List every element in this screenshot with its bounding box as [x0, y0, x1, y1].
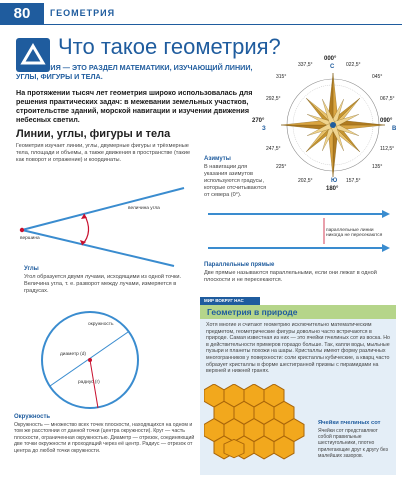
angle-text: Угол образуется двумя лучами, исходящими из одной точки. Величина угла, т. е. разворот между лучами, измеряется в градусах.	[24, 274, 182, 294]
compass-315: 315°	[276, 74, 287, 80]
radius-label: радиус (r)	[78, 380, 100, 385]
compass-202: 202,5°	[298, 178, 313, 184]
honeycomb-illustration	[204, 384, 308, 472]
parallel-label: параллельные линии никогда не пересекаются	[326, 228, 383, 238]
diameter-label: диаметр (d)	[60, 352, 87, 357]
section-title: ГЕОМЕТРИЯ	[50, 8, 116, 18]
page-subtitle: ГЕОМЕТРИЯ — ЭТО РАЗДЕЛ МАТЕМАТИКИ, ИЗУЧАЮЩИЙ ЛИНИИ, УГЛЫ, ФИГУРЫ И ТЕЛА.	[16, 63, 253, 81]
header-rule	[44, 24, 402, 25]
nature-title: Геометрия в природе	[207, 307, 298, 317]
parallel-text: Две прямые называются параллельными, если они лежат в одной плоскости и не пересекаются.	[204, 270, 377, 283]
azimuth-text: В навигации для указания азимутов используются градусы, которые отсчитываются от севера (0°).	[204, 164, 267, 198]
lines-heading: Линии, углы, фигуры и тела	[16, 128, 171, 140]
angle-diagram	[14, 180, 194, 270]
page-title: Что такое геометрия?	[58, 34, 281, 59]
circumference-label: окружность	[88, 322, 114, 327]
compass-225: 225°	[276, 164, 287, 170]
nature-tag: МИР ВОКРУГ НАС	[200, 297, 260, 305]
compass-067: 067,5°	[380, 96, 395, 102]
compass-247: 247,5°	[266, 146, 281, 152]
compass-s: Ю	[331, 178, 338, 184]
angle-caption: Углы	[24, 266, 39, 272]
lines-text: Геометрия изучает линии, углы, двумерные фигуры и трёхмерные тела, площади и объемы, а также движения в пространстве (такие как поворот и отражение) и координаты.	[16, 143, 191, 163]
azimuth-caption: Азимуты	[204, 156, 231, 162]
compass-337: 337,5°	[298, 62, 313, 68]
vertex-label: вершина	[20, 236, 40, 241]
honey-caption: Ячейки пчелиных сот	[318, 420, 381, 426]
circle-text: Окружность — множество всех точек плоскости, находящихся на одном и том же расстоянии от данной точки (центра окружности). Круг — часть плоскости, ограниченная окружностью. Диаметр — отрезок, соединяющий две точки окружности и проходящий через её центр. Радиус — отрезок от центра до любой точки окружности.	[14, 422, 195, 454]
compass-e: В	[392, 126, 397, 132]
compass-022: 022,5°	[346, 62, 361, 68]
page-number: 80	[0, 3, 44, 25]
compass-157: 157,5°	[346, 178, 361, 184]
compass-right-label: 090°	[380, 118, 393, 124]
compass-bottom-label: 180°	[326, 186, 339, 192]
compass-112: 112,5°	[380, 146, 395, 152]
compass-045: 045°	[372, 74, 383, 80]
honey-text: Ячейки сот представляют собой правильные шестиугольники, плотно прилегающие друг к другу без малейших зазоров.	[318, 428, 388, 459]
compass-n: С	[330, 64, 335, 70]
lead-paragraph: На протяжении тысяч лет геометрия широко использовалась для решения практических задач: в межевании земельных участков, строительстве зданий, морской навигации и изучении движения небесных светил.	[16, 88, 253, 124]
circle-caption: Окружность	[14, 414, 51, 420]
compass-w: З	[262, 126, 266, 132]
compass-left-label: 270°	[252, 118, 265, 124]
nature-text: Хотя многие и считают геометрию исключительно математическим предметом, геометрические фигуры довольно часто встречаются в природе. Самая известная из них — это ячейки пчелиных сот из воска. Но в действительности примеров гораздо больше. Так, капли воды, мыльные пузыри и планеты похожи на шары. Кристаллы имеют форму различных многогранников у поверхности: соли кристаллы кубические, а кварц часто образует кристаллы в форме шестигранной призмы с пирамидами на верхней и нижней гранях.	[206, 322, 390, 375]
angle-label: величина угла	[128, 206, 160, 211]
compass-292: 292,5°	[266, 96, 281, 102]
compass-135: 135°	[372, 164, 383, 170]
compass-top-label: 000°	[324, 56, 337, 62]
parallel-caption: Параллельные прямые	[204, 262, 275, 268]
